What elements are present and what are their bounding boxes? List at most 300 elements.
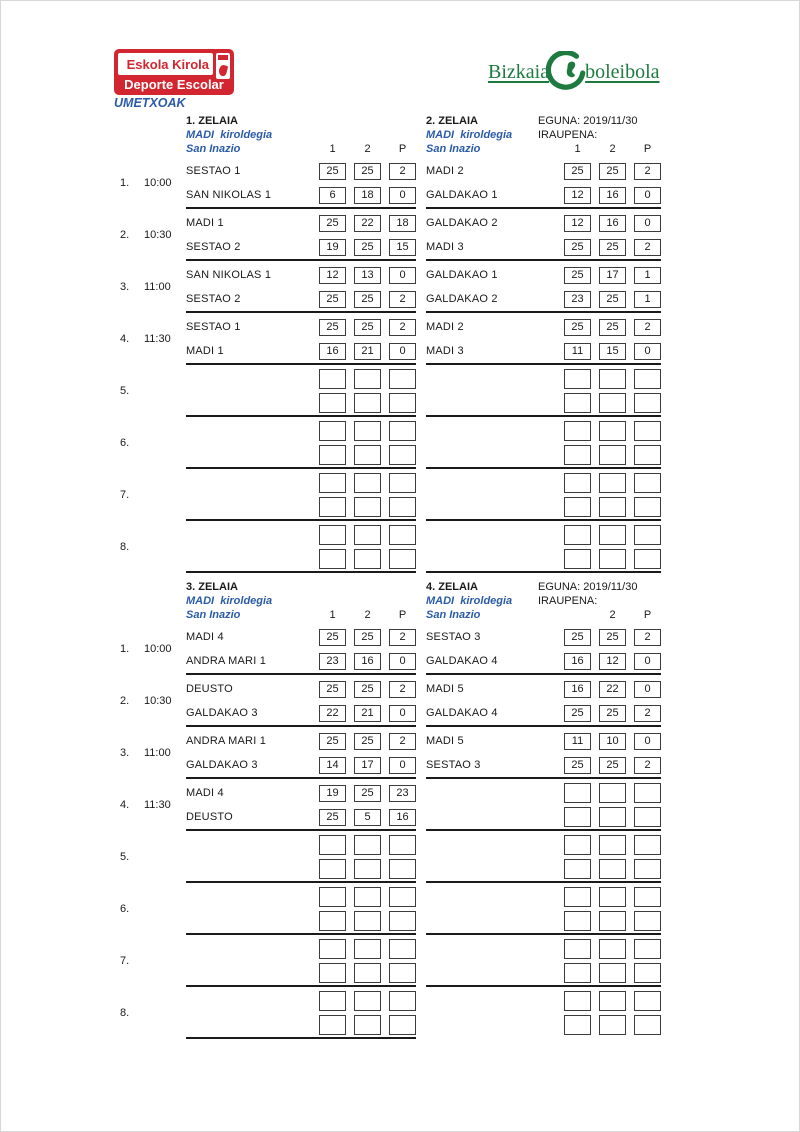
match-row <box>114 779 666 831</box>
row-number: 5. <box>120 385 130 397</box>
match-row <box>114 365 666 417</box>
team-row <box>426 471 661 495</box>
half-header <box>114 113 666 157</box>
score-box <box>389 421 416 441</box>
match-row <box>114 157 666 209</box>
score-box: 0 <box>389 653 416 670</box>
score-box <box>564 369 591 389</box>
team-row <box>426 287 661 311</box>
match-block <box>426 779 661 831</box>
half-bottom <box>114 579 666 1039</box>
match-row <box>114 727 666 779</box>
volleyball-swirl-icon <box>546 51 588 93</box>
score-boxes <box>319 705 416 722</box>
score-column-headers <box>319 143 416 155</box>
score-box <box>389 859 416 879</box>
venue-subname: San Inazio <box>186 609 241 621</box>
row-number: 3. <box>120 281 130 293</box>
score-box <box>599 835 626 855</box>
team-row <box>186 677 416 701</box>
score-box <box>564 473 591 493</box>
score-box <box>599 497 626 517</box>
row-time <box>144 987 186 1039</box>
score-box <box>599 783 626 803</box>
score-box: 13 <box>354 267 381 284</box>
venue-name: MADI kiroldegia <box>186 129 273 141</box>
row-number: 4. <box>120 333 130 345</box>
score-box <box>634 525 661 545</box>
score-box: 11 <box>564 343 591 360</box>
score-box <box>319 525 346 545</box>
team-row <box>426 263 661 287</box>
score-box: 25 <box>319 681 346 698</box>
score-box <box>389 887 416 907</box>
score-boxes <box>564 421 661 441</box>
score-box <box>354 1015 381 1035</box>
score-box <box>599 991 626 1011</box>
team-name: DEUSTO <box>186 683 233 695</box>
score-box: 25 <box>564 757 591 774</box>
score-boxes <box>564 991 661 1011</box>
team-row <box>426 419 661 443</box>
team-row <box>186 1013 416 1037</box>
score-box <box>599 421 626 441</box>
score-box: 25 <box>319 319 346 336</box>
score-box: 2 <box>389 319 416 336</box>
score-box <box>634 549 661 569</box>
team-row <box>426 701 661 725</box>
team-row <box>186 625 416 649</box>
row-time: 10:30 <box>144 229 172 241</box>
score-box: 0 <box>634 343 661 360</box>
score-box <box>319 1015 346 1035</box>
match-block <box>426 987 661 1039</box>
score-box <box>354 393 381 413</box>
score-boxes <box>319 369 416 389</box>
section-title: 4. ZELAIA <box>426 581 478 593</box>
score-box: 25 <box>319 629 346 646</box>
score-boxes <box>564 859 661 879</box>
score-box: 25 <box>354 785 381 802</box>
score-box: 16 <box>564 653 591 670</box>
row-separator-line <box>186 571 416 573</box>
half-top <box>114 113 666 573</box>
score-box: 25 <box>319 809 346 826</box>
score-box <box>389 939 416 959</box>
score-box <box>354 445 381 465</box>
score-box <box>319 835 346 855</box>
team-name: MADI 4 <box>186 631 224 643</box>
score-boxes <box>319 859 416 879</box>
score-box <box>354 473 381 493</box>
score-boxes <box>319 445 416 465</box>
score-box: 0 <box>634 187 661 204</box>
team-name: MADI 3 <box>426 241 464 253</box>
score-box <box>319 991 346 1011</box>
score-box: 2 <box>634 239 661 256</box>
match-block <box>186 987 416 1039</box>
score-box <box>319 445 346 465</box>
team-row <box>426 909 661 933</box>
score-box <box>634 939 661 959</box>
score-box: 0 <box>389 267 416 284</box>
score-boxes <box>564 807 661 827</box>
score-box: 2 <box>634 629 661 646</box>
match-block <box>426 209 661 261</box>
row-time <box>144 417 186 469</box>
score-boxes <box>319 187 416 204</box>
score-box: 22 <box>599 681 626 698</box>
match-row <box>114 831 666 883</box>
col-header-set1: 1 <box>574 143 581 155</box>
team-row <box>186 833 416 857</box>
match-row <box>114 623 666 675</box>
score-box: 25 <box>564 705 591 722</box>
row-number: 6. <box>120 437 130 449</box>
score-boxes <box>564 963 661 983</box>
row-time <box>144 831 186 883</box>
team-row <box>426 885 661 909</box>
team-row <box>186 701 416 725</box>
match-rows <box>114 623 666 1039</box>
col-header-set2: 2 <box>364 143 371 155</box>
score-box <box>319 497 346 517</box>
score-box <box>599 445 626 465</box>
score-boxes <box>564 549 661 569</box>
team-row <box>426 1013 661 1037</box>
eskola-kirola-logo <box>114 49 234 95</box>
score-box <box>564 393 591 413</box>
score-boxes <box>564 187 661 204</box>
score-box: 2 <box>634 319 661 336</box>
score-box <box>599 911 626 931</box>
team-row <box>186 263 416 287</box>
row-number: 2. <box>120 695 130 707</box>
score-box <box>564 807 591 827</box>
row-time <box>144 883 186 935</box>
score-box: 0 <box>634 215 661 232</box>
score-boxes <box>564 653 661 670</box>
score-boxes <box>564 835 661 855</box>
score-boxes <box>319 991 416 1011</box>
match-block <box>426 831 661 883</box>
row-number: 7. <box>120 489 130 501</box>
team-row <box>186 523 416 547</box>
score-box <box>634 991 661 1011</box>
col-header-set2: 2 <box>609 609 616 621</box>
score-box <box>389 525 416 545</box>
team-name: SESTAO 1 <box>186 165 241 177</box>
score-box <box>389 963 416 983</box>
row-time: 11:00 <box>144 747 171 759</box>
row-number: 7. <box>120 955 130 967</box>
row-time: 11:30 <box>144 333 171 345</box>
score-box <box>634 393 661 413</box>
score-box: 0 <box>389 757 416 774</box>
row-time: 10:00 <box>144 643 172 655</box>
score-boxes <box>564 887 661 907</box>
team-row <box>426 339 661 363</box>
score-box <box>354 497 381 517</box>
score-box: 12 <box>564 187 591 204</box>
row-number: 3. <box>120 747 130 759</box>
score-box <box>389 1015 416 1035</box>
score-box: 2 <box>389 629 416 646</box>
venue-name: MADI kiroldegia <box>186 595 273 607</box>
team-row <box>186 471 416 495</box>
score-box: 21 <box>354 705 381 722</box>
score-boxes <box>319 319 416 336</box>
score-box <box>599 369 626 389</box>
match-row <box>114 313 666 365</box>
score-box: 2 <box>634 757 661 774</box>
team-name: GALDAKAO 1 <box>426 189 498 201</box>
team-name: SAN NIKOLAS 1 <box>186 189 272 201</box>
match-block <box>426 727 661 779</box>
match-row <box>114 935 666 987</box>
eskola-kirola-label <box>118 53 213 75</box>
team-row <box>426 159 661 183</box>
venue-subname: San Inazio <box>426 609 481 621</box>
score-column-headers <box>564 609 661 621</box>
match-row <box>114 209 666 261</box>
score-box <box>599 859 626 879</box>
team-row <box>186 391 416 415</box>
col-header-points: P <box>398 609 407 621</box>
score-box: 16 <box>389 809 416 826</box>
match-row <box>114 987 666 1039</box>
score-box: 25 <box>599 757 626 774</box>
category-title: UMETXOAK <box>114 96 186 110</box>
score-box: 16 <box>354 653 381 670</box>
score-boxes <box>319 549 416 569</box>
score-box: 25 <box>354 319 381 336</box>
score-box: 25 <box>319 291 346 308</box>
row-time: 11:30 <box>144 799 171 811</box>
score-box <box>319 549 346 569</box>
score-box <box>634 421 661 441</box>
match-row <box>114 675 666 727</box>
row-time <box>144 469 186 521</box>
team-row <box>186 419 416 443</box>
match-block <box>426 417 661 469</box>
score-box <box>354 525 381 545</box>
score-boxes <box>319 343 416 360</box>
score-box: 1 <box>634 291 661 308</box>
score-box <box>599 1015 626 1035</box>
team-row <box>426 315 661 339</box>
score-box <box>354 369 381 389</box>
team-row <box>186 989 416 1013</box>
score-column-headers <box>319 609 416 621</box>
score-box: 2 <box>634 705 661 722</box>
score-box: 19 <box>319 785 346 802</box>
score-boxes <box>564 369 661 389</box>
score-boxes <box>319 757 416 774</box>
score-box: 22 <box>319 705 346 722</box>
score-boxes <box>564 681 661 698</box>
score-box <box>599 807 626 827</box>
row-number: 1. <box>120 643 130 655</box>
team-row <box>186 961 416 985</box>
team-row <box>426 677 661 701</box>
score-boxes <box>319 215 416 232</box>
team-name: GALDAKAO 3 <box>186 707 258 719</box>
score-box: 25 <box>599 291 626 308</box>
score-boxes <box>564 267 661 284</box>
score-box: 25 <box>354 629 381 646</box>
score-boxes <box>564 525 661 545</box>
row-time <box>144 365 186 417</box>
score-boxes <box>319 525 416 545</box>
team-row <box>186 729 416 753</box>
team-row <box>186 857 416 881</box>
score-box <box>599 525 626 545</box>
score-box <box>634 473 661 493</box>
match-block <box>186 365 416 417</box>
score-box <box>634 1015 661 1035</box>
section-title: 3. ZELAIA <box>186 581 238 593</box>
score-box: 17 <box>354 757 381 774</box>
team-name: MADI 5 <box>426 683 464 695</box>
team-name: MADI 1 <box>186 345 224 357</box>
team-row <box>426 211 661 235</box>
score-boxes <box>319 681 416 698</box>
team-name: SAN NIKOLAS 1 <box>186 269 272 281</box>
score-box <box>634 369 661 389</box>
score-boxes <box>319 809 416 826</box>
score-box <box>564 549 591 569</box>
team-row <box>426 523 661 547</box>
score-box: 25 <box>354 681 381 698</box>
team-name: GALDAKAO 2 <box>426 217 498 229</box>
row-time: 10:00 <box>144 177 172 189</box>
match-row <box>114 521 666 573</box>
team-row <box>186 495 416 519</box>
team-row <box>186 649 416 673</box>
team-row <box>426 729 661 753</box>
score-box <box>564 421 591 441</box>
match-block <box>426 365 661 417</box>
team-row <box>186 183 416 207</box>
score-boxes <box>319 267 416 284</box>
section-title: 2. ZELAIA <box>426 115 478 127</box>
venue-name: MADI kiroldegia <box>426 595 513 607</box>
score-box: 10 <box>599 733 626 750</box>
match-block <box>426 469 661 521</box>
team-name: SESTAO 2 <box>186 293 241 305</box>
team-row <box>426 961 661 985</box>
score-box <box>564 445 591 465</box>
score-box <box>634 911 661 931</box>
score-box: 0 <box>389 187 416 204</box>
score-box: 0 <box>389 343 416 360</box>
score-box <box>389 393 416 413</box>
section-header-2 <box>426 113 661 157</box>
score-box <box>389 473 416 493</box>
score-box: 16 <box>564 681 591 698</box>
team-row <box>186 315 416 339</box>
col-header-set1: 1 <box>329 609 336 621</box>
match-block <box>426 675 661 727</box>
score-box: 12 <box>599 653 626 670</box>
team-name: SESTAO 2 <box>186 241 241 253</box>
score-boxes <box>319 239 416 256</box>
row-number: 5. <box>120 851 130 863</box>
score-box: 2 <box>634 163 661 180</box>
score-boxes <box>564 911 661 931</box>
deporte-escolar-text: Deporte Escolar <box>124 77 224 92</box>
score-box: 0 <box>389 705 416 722</box>
col-header-points: P <box>398 143 407 155</box>
row-number: 2. <box>120 229 130 241</box>
team-row <box>426 805 661 829</box>
bizkaia-text: Bizkaia <box>488 60 550 83</box>
eskola-kirola-text: Eskola Kirola <box>126 56 209 72</box>
score-box <box>319 421 346 441</box>
score-box <box>564 497 591 517</box>
col-header-points: P <box>643 143 652 155</box>
score-box <box>634 859 661 879</box>
score-box: 16 <box>599 215 626 232</box>
col-header-set1: 1 <box>329 143 336 155</box>
match-row <box>114 883 666 935</box>
score-box: 15 <box>389 239 416 256</box>
score-box: 2 <box>389 291 416 308</box>
score-box <box>389 497 416 517</box>
score-box: 25 <box>599 239 626 256</box>
score-box: 11 <box>564 733 591 750</box>
score-box <box>319 911 346 931</box>
score-box: 25 <box>564 239 591 256</box>
score-box <box>564 939 591 959</box>
score-boxes <box>319 421 416 441</box>
score-box <box>564 991 591 1011</box>
team-row <box>426 547 661 571</box>
score-box <box>354 835 381 855</box>
team-row <box>186 937 416 961</box>
row-separator-line <box>426 571 661 573</box>
match-block <box>186 157 416 209</box>
score-boxes <box>564 473 661 493</box>
score-boxes <box>564 1015 661 1035</box>
score-box: 21 <box>354 343 381 360</box>
score-box <box>389 835 416 855</box>
score-box <box>319 939 346 959</box>
score-box <box>354 887 381 907</box>
score-box: 0 <box>634 681 661 698</box>
team-row <box>426 989 661 1013</box>
match-block <box>186 935 416 987</box>
score-box: 2 <box>389 163 416 180</box>
score-box: 25 <box>319 163 346 180</box>
team-row <box>426 183 661 207</box>
score-boxes <box>319 393 416 413</box>
team-name: ANDRA MARI 1 <box>186 655 267 667</box>
score-boxes <box>564 733 661 750</box>
score-box: 16 <box>319 343 346 360</box>
score-box: 2 <box>389 733 416 750</box>
score-box <box>634 497 661 517</box>
score-boxes <box>564 163 661 180</box>
duration-label: IRAUPENA: <box>538 595 598 607</box>
col-header-points: P <box>643 609 652 621</box>
score-boxes <box>319 1015 416 1035</box>
score-boxes <box>564 783 661 803</box>
score-box: 12 <box>319 267 346 284</box>
score-box: 2 <box>389 681 416 698</box>
section-header-4 <box>426 579 661 623</box>
